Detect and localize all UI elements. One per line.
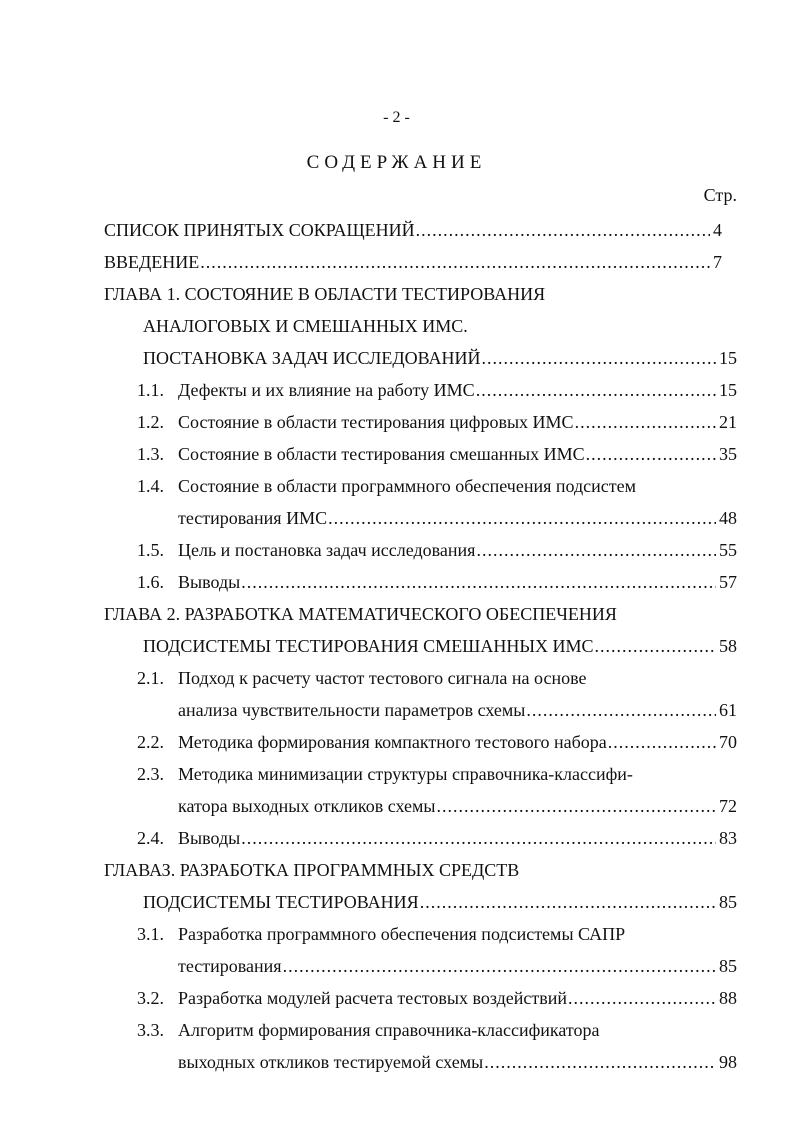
toc-entry-label: ПОДСИСТЕМЫ ТЕСТИРОВАНИЯ СМЕШАННЫХ ИМС [143, 636, 594, 656]
toc-entry-label: анализа чувствительности параметров схемы [178, 700, 526, 720]
toc-dot-leader [241, 570, 716, 594]
toc-entry [104, 858, 519, 882]
toc-entry [137, 378, 737, 402]
toc-entry [137, 762, 633, 786]
toc-entry-label: Методика минимизации структуры справочника-классифи- [178, 764, 633, 784]
toc-entry-page: 83 [719, 828, 737, 848]
toc-entry-page: 85 [719, 956, 737, 976]
toc-dot-leader [416, 218, 710, 242]
toc-entry [178, 1050, 737, 1074]
toc-entry-page: 58 [719, 636, 737, 656]
toc-entry-label: Состояние в области программного обеспечения подсистем [178, 476, 637, 496]
toc-entry [178, 698, 737, 722]
toc-entry-number: 1.5. [137, 540, 164, 560]
toc-entry-number: 1.4. [137, 476, 164, 496]
toc-entry-page: 48 [719, 508, 737, 528]
toc-entry [137, 922, 625, 946]
toc-dot-leader [328, 506, 716, 530]
toc-entry-label: Алгоритм формирования справочника-классификатора [178, 1020, 600, 1040]
toc-entry [178, 506, 737, 530]
toc-entry-label: выходных откликов тестируемой схемы [178, 1052, 484, 1072]
toc-dot-leader [608, 730, 716, 754]
toc-entry-label: тестирования ИМС [178, 508, 328, 528]
toc-dot-leader [484, 1050, 716, 1074]
toc-entry-label: катора выходных откликов схемы [178, 796, 436, 816]
toc-entry-number: 1.3. [137, 444, 164, 464]
toc-entry-number: 1.1. [137, 380, 164, 400]
toc-entry-page: 85 [719, 892, 737, 912]
toc-entry [104, 602, 617, 626]
toc-dot-leader [482, 346, 717, 370]
toc-entry-label: ВВЕДЕНИЕ [104, 252, 200, 272]
toc-entry-label: ГЛАВАЗ. РАЗРАБОТКА ПРОГРАММНЫХ СРЕДСТВ [104, 860, 520, 880]
toc-entry-page: 15 [719, 348, 737, 368]
toc-entry-number: 2.4. [137, 828, 164, 848]
toc-dot-leader [476, 378, 716, 402]
toc-entry-number: 2.3. [137, 764, 164, 784]
toc-entry-label: АНАЛОГОВЫХ И СМЕШАННЫХ ИМС. [143, 316, 468, 336]
toc-dot-leader [420, 890, 716, 914]
toc-entry-label: Подход к расчету частот тестового сигнала на основе [178, 668, 587, 688]
toc-dot-leader [436, 794, 716, 818]
toc-entry-page: 72 [719, 796, 737, 816]
toc-entry-label: ГЛАВА 1. СОСТОЯНИЕ В ОБЛАСТИ ТЕСТИРОВАНИЯ [104, 284, 546, 304]
toc-entry-number: 3.3. [137, 1020, 164, 1040]
toc-entry-label: Методика формирования компактного тестового набора [178, 732, 607, 752]
toc-entry [137, 1018, 600, 1042]
toc-entry [104, 282, 545, 306]
toc-entry [178, 794, 737, 818]
toc-entry-page: 4 [713, 220, 722, 240]
toc-entry [104, 250, 722, 274]
toc-dot-leader [241, 826, 716, 850]
toc-dot-leader [476, 538, 716, 562]
toc-entry [143, 890, 737, 914]
toc-entry-page: 70 [719, 732, 737, 752]
toc-entry-label: ГЛАВА 2. РАЗРАБОТКА МАТЕМАТИЧЕСКОГО ОБЕСПЕЧЕНИЯ [104, 604, 617, 624]
toc-entry-label: Выводы [178, 572, 241, 592]
toc-entry-number: 2.1. [137, 668, 164, 688]
toc-entry-page: 15 [719, 380, 737, 400]
toc-entry-number: 2.2. [137, 732, 164, 752]
toc-entry-number: 1.6. [137, 572, 164, 592]
toc-entry-page: 35 [719, 444, 737, 464]
toc-entry-label: тестирования [178, 956, 282, 976]
toc-dot-leader [200, 250, 710, 274]
toc-dot-leader [575, 410, 716, 434]
toc-entry-page: 7 [713, 252, 722, 272]
toc-entry-page: 57 [719, 572, 737, 592]
toc-entry-number: 3.2. [137, 988, 164, 1008]
toc-dot-leader [526, 698, 716, 722]
toc-entry [137, 410, 737, 434]
toc-entry [137, 986, 737, 1010]
toc-entry [137, 826, 737, 850]
toc-entry-label: СПИСОК ПРИНЯТЫХ СОКРАЩЕНИЙ [104, 220, 415, 240]
pages-column-label: Стр. [703, 185, 737, 205]
toc-entry [143, 346, 737, 370]
toc-entry-page: 61 [719, 700, 737, 720]
toc-dot-leader [586, 442, 716, 466]
toc-entry [178, 954, 737, 978]
page-title: СОДЕРЖАНИЕ [306, 152, 487, 173]
toc-entry-label: Состояние в области тестирования смешанных ИМС [178, 444, 585, 464]
toc-entry-page: 21 [719, 412, 737, 432]
toc-entry-label: Разработка программного обеспечения подсистемы САПР [178, 924, 626, 944]
toc-entry-label: Цель и постановка задач исследования [178, 540, 476, 560]
toc-entry-label: Состояние в области тестирования цифровых ИМС [178, 412, 574, 432]
page-number: - 2 - [383, 109, 410, 126]
toc-entry-label: Дефекты и их влияние на работу ИМС [178, 380, 475, 400]
toc-dot-leader [283, 954, 716, 978]
toc-entry [104, 218, 722, 242]
toc-entry-page: 55 [719, 540, 737, 560]
toc-entry [143, 314, 468, 338]
toc-dot-leader [568, 986, 716, 1010]
toc-entry [137, 538, 737, 562]
toc-entry [143, 634, 737, 658]
toc-entry-label: Разработка модулей расчета тестовых воздействий [178, 988, 568, 1008]
toc-entry-page: 88 [719, 988, 737, 1008]
toc-entry-label: Выводы [178, 828, 241, 848]
toc-entry [137, 730, 737, 754]
toc-entry-number: 3.1. [137, 924, 164, 944]
toc-entry-page: 98 [719, 1052, 737, 1072]
toc-entry [137, 474, 636, 498]
toc-entry-number: 1.2. [137, 412, 164, 432]
toc-dot-leader [595, 634, 716, 658]
toc-entry [137, 666, 586, 690]
toc-entry [137, 442, 737, 466]
toc-entry-label: ПОДСИСТЕМЫ ТЕСТИРОВАНИЯ [143, 892, 419, 912]
toc-entry [137, 570, 737, 594]
toc-entry-label: ПОСТАНОВКА ЗАДАЧ ИССЛЕДОВАНИЙ [143, 348, 481, 368]
